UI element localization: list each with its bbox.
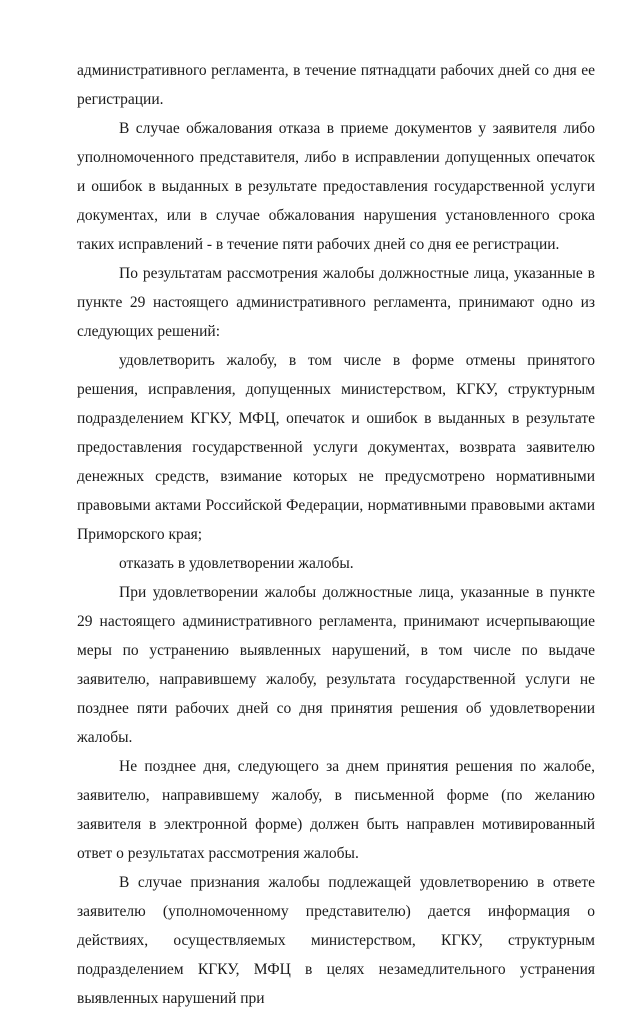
document-body bbox=[77, 56, 595, 1013]
paragraph-appeal-refusal: В случае обжалования отказа в приеме документов у заявителя либо уполномоченного представителя, либо в исправлении допущенных опечаток и ошибок в выданных в результате предоставления государственной услуги документах, или в случае обжалования нарушения установленного срока таких исправлений - в течение пяти рабочих дней со дня ее регистрации. bbox=[77, 120, 595, 253]
paragraph-recognition: В случае признания жалобы подлежащей удовлетворению в ответе заявителю (уполномоченному представителю) дается информация о действиях, осуществляемых министерством, КГКУ, структурным подразделением КГКУ, МФЦ в целях незамедлительного устранения выявленных нарушений при bbox=[77, 874, 595, 1007]
paragraph-continuation: административного регламента, в течение пятнадцати рабочих дней со дня ее регистрации. bbox=[77, 62, 595, 108]
paragraph-refuse-complaint: отказать в удовлетворении жалобы. bbox=[119, 555, 354, 572]
paragraph-satisfy-complaint: удовлетворить жалобу, в том числе в форме отмены принятого решения, исправления, допущенных министерством, КГКУ, структурным подразделением КГКУ, МФЦ, опечаток и ошибок в выданных в результате предоставления государственной услуги документах, возврата заявителю денежных средств, взимание которых не предусмотрено нормативными правовыми актами Российской Федерации, нормативными правовыми актами Приморского края; bbox=[77, 352, 595, 543]
paragraph-on-satisfaction: При удовлетворении жалобы должностные лица, указанные в пункте 29 настоящего административного регламента, принимают исчерпывающие меры по устранению выявленных нарушений, в том числе по выдаче заявителю, направившему жалобу, результата государственной услуги не позднее пяти рабочих дней со дня принятия решения об удовлетворении жалобы. bbox=[77, 584, 595, 746]
paragraph-review-results: По результатам рассмотрения жалобы должностные лица, указанные в пункте 29 настоящего административного регламента, принимают одно из следующих решений: bbox=[77, 265, 595, 340]
paragraph-reasoned-response: Не позднее дня, следующего за днем принятия решения по жалобе, заявителю, направившему жалобу, в письменной форме (по желанию заявителя в электронной форме) должен быть направлен мотивированный ответ о результатах рассмотрения жалобы. bbox=[77, 758, 595, 862]
